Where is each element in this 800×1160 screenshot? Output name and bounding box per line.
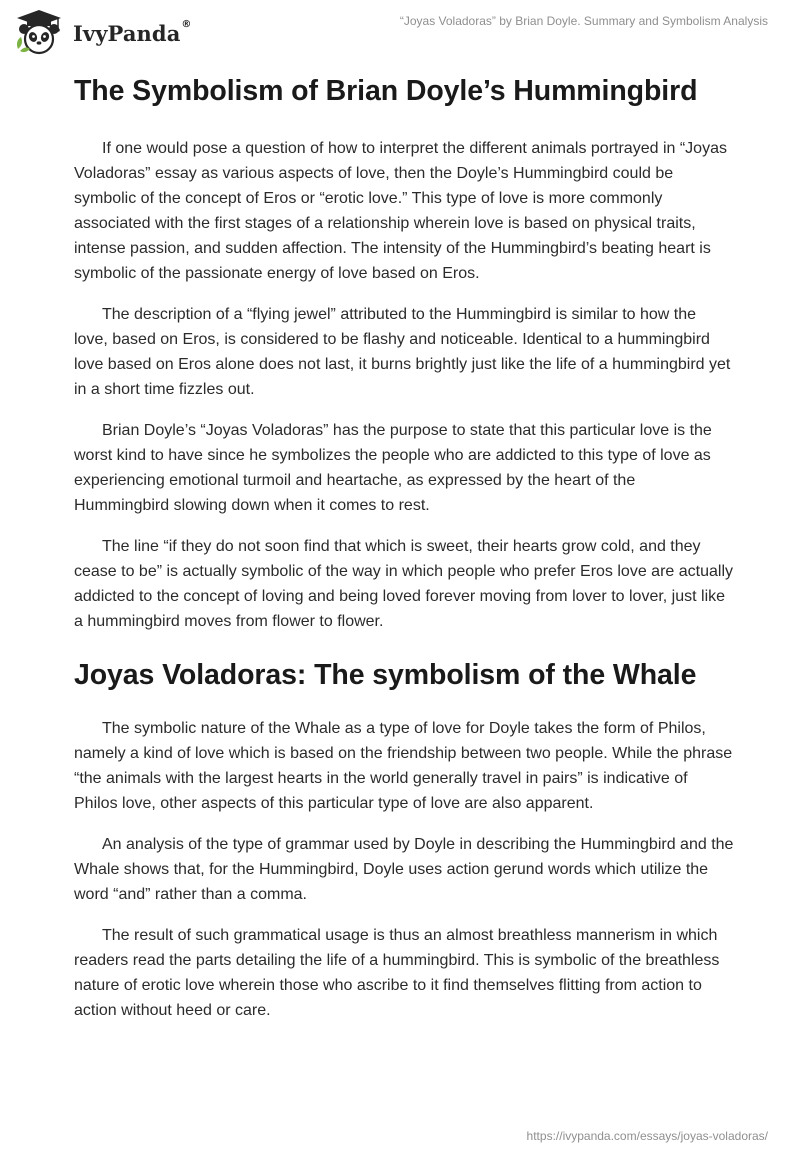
- paragraph: The line “if they do not soon find that which is sweet, their hearts grow cold, and they cease to be” is actually symbolic of the way in which people who prefer Eros love are actually addicted to the concept of loving and being loved forever moving from lover to lover, just like a hummingbird moves from flower to flower.: [74, 538, 733, 630]
- paragraph: The description of a “flying jewel” attributed to the Hummingbird is similar to how the love, based on Eros, is considered to be flashy and noticeable. Identical to a hummingbird love based on Eros alone does not last, it burns brightly just like the life of a hummingbird yet in a short time fizzles out.: [74, 306, 731, 398]
- section-heading: Joyas Voladoras: The symbolism of the Whale: [74, 659, 697, 691]
- panda-graduate-logo-icon: [14, 9, 64, 55]
- paragraph: Brian Doyle’s “Joyas Voladoras” has the purpose to state that this particular love is the worst kind to have since he symbolizes the people who are addicted to this type of love as experiencing emotional turmoil and heartache, as expressed by the heart of the Hummingbird slowing down when it comes to rest.: [74, 422, 712, 514]
- article-body: [74, 72, 734, 1039]
- page-header: [0, 0, 800, 70]
- document-title: “Joyas Voladoras” by Brian Doyle. Summary and Symbolism Analysis: [399, 14, 768, 28]
- source-url[interactable]: https://ivypanda.com/essays/joyas-voladoras/: [526, 1129, 768, 1143]
- brand-logo[interactable]: [14, 9, 192, 55]
- brand-name: IvyPanda®: [73, 18, 192, 46]
- registered-mark: ®: [181, 18, 192, 30]
- section-heading: The Symbolism of Brian Doyle’s Hummingbird: [74, 75, 698, 107]
- paragraph: If one would pose a question of how to interpret the different animals portrayed in “Joyas Voladoras” essay as various aspects of love, then the Doyle’s Hummingbird could be symbolic of the concept of Eros or “erotic love.” This type of love is more commonly associated with the first stages of a relationship wherein love is based on physical traits, intense passion, and sudden affection. The intensity of the Hummingbird’s beating heart is symbolic of the passionate energy of love based on Eros.: [74, 140, 727, 282]
- paragraph: The symbolic nature of the Whale as a type of love for Doyle takes the form of Philos, namely a kind of love which is based on the friendship between two people. While the phrase “the animals with the largest hearts in the world generally travel in pairs” is indicative of Philos love, other aspects of this particular type of love are also apparent.: [74, 720, 733, 812]
- paragraph: The result of such grammatical usage is thus an almost breathless mannerism in which readers read the parts detailing the life of a hummingbird. This is symbolic of the breathless nature of erotic love wherein those who ascribe to it find themselves flitting from action to action without heed or care.: [74, 927, 720, 1019]
- paragraph: An analysis of the type of grammar used by Doyle in describing the Hummingbird and the Whale shows that, for the Hummingbird, Doyle uses action gerund words which utilize the word “and” rather than a comma.: [74, 836, 734, 903]
